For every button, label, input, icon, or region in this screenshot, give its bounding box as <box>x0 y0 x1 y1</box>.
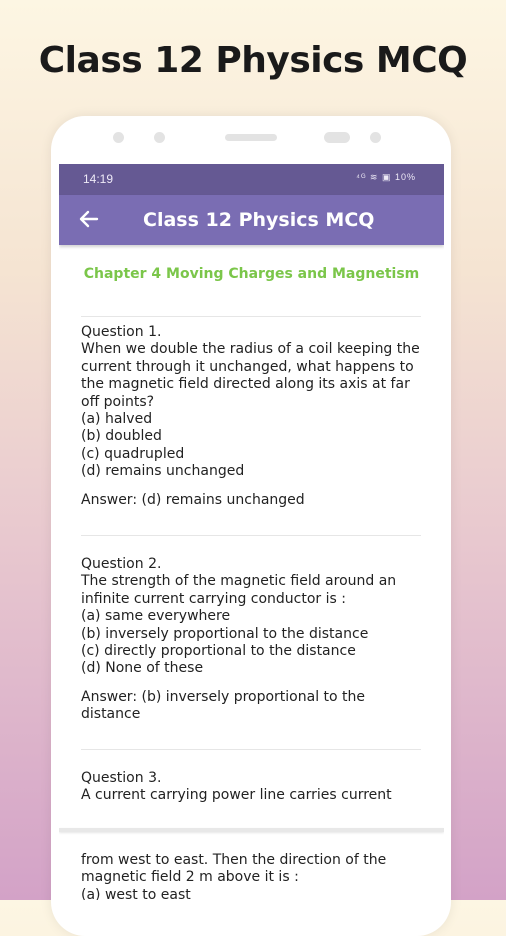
answer-text: Answer: (b) inversely proportional to the distance <box>81 688 370 723</box>
sensor-dot-right <box>370 132 381 143</box>
camera-dot <box>113 132 124 143</box>
question-number: Question 3. <box>81 770 162 786</box>
question-text-continued: from west to east. Then the direction of the magnetic field 2 m above it is : <box>81 852 391 886</box>
arrow-left-icon[interactable] <box>77 207 101 231</box>
divider <box>81 316 421 317</box>
option-item: (d) remains unchanged <box>81 463 245 480</box>
question-text: The strength of the magnetic field around an infinite current carrying conductor is : <box>81 573 401 607</box>
question-text: A current carrying power line carries current <box>81 787 392 804</box>
sensor-pill <box>324 132 350 143</box>
divider <box>81 749 421 750</box>
status-time: 14:19 <box>83 172 114 186</box>
option-item: (b) inversely proportional to the distance <box>81 625 369 642</box>
question-card-continued <box>81 852 426 900</box>
status-bar <box>59 164 444 195</box>
question-number: Question 2. <box>81 556 162 572</box>
option-item: (c) directly proportional to the distance <box>81 643 356 660</box>
status-icons: ⁴ᴳ ≋ ▣ 10% <box>356 172 416 182</box>
question-card <box>81 324 426 509</box>
question-text: When we double the radius of a coil keeping the current through it unchanged, what happens to the magnetic field directed along its axis at far off points? <box>81 341 425 410</box>
divider <box>81 535 421 536</box>
answer-text: Answer: (d) remains unchanged <box>81 491 305 508</box>
question-card <box>81 770 426 805</box>
option-item: (a) west to east <box>81 886 191 900</box>
chapter-title: Chapter 4 Moving Charges and Magnetism <box>83 266 420 282</box>
question-number: Question 1. <box>81 324 162 340</box>
app-bar-title: Class 12 Physics MCQ <box>143 209 375 231</box>
speaker-grill <box>225 134 277 141</box>
option-item: (d) None of these <box>81 660 204 677</box>
sensor-dot <box>154 132 165 143</box>
option-item: (a) same everywhere <box>81 608 231 625</box>
promo-headline: Class 12 Physics MCQ <box>38 40 468 81</box>
phone-screen <box>59 164 444 900</box>
question-card <box>81 556 426 724</box>
option-item: (b) doubled <box>81 428 162 445</box>
card-divider <box>59 828 444 832</box>
option-item: (a) halved <box>81 411 153 428</box>
option-item: (c) quadrupled <box>81 445 185 462</box>
app-bar <box>59 195 444 245</box>
